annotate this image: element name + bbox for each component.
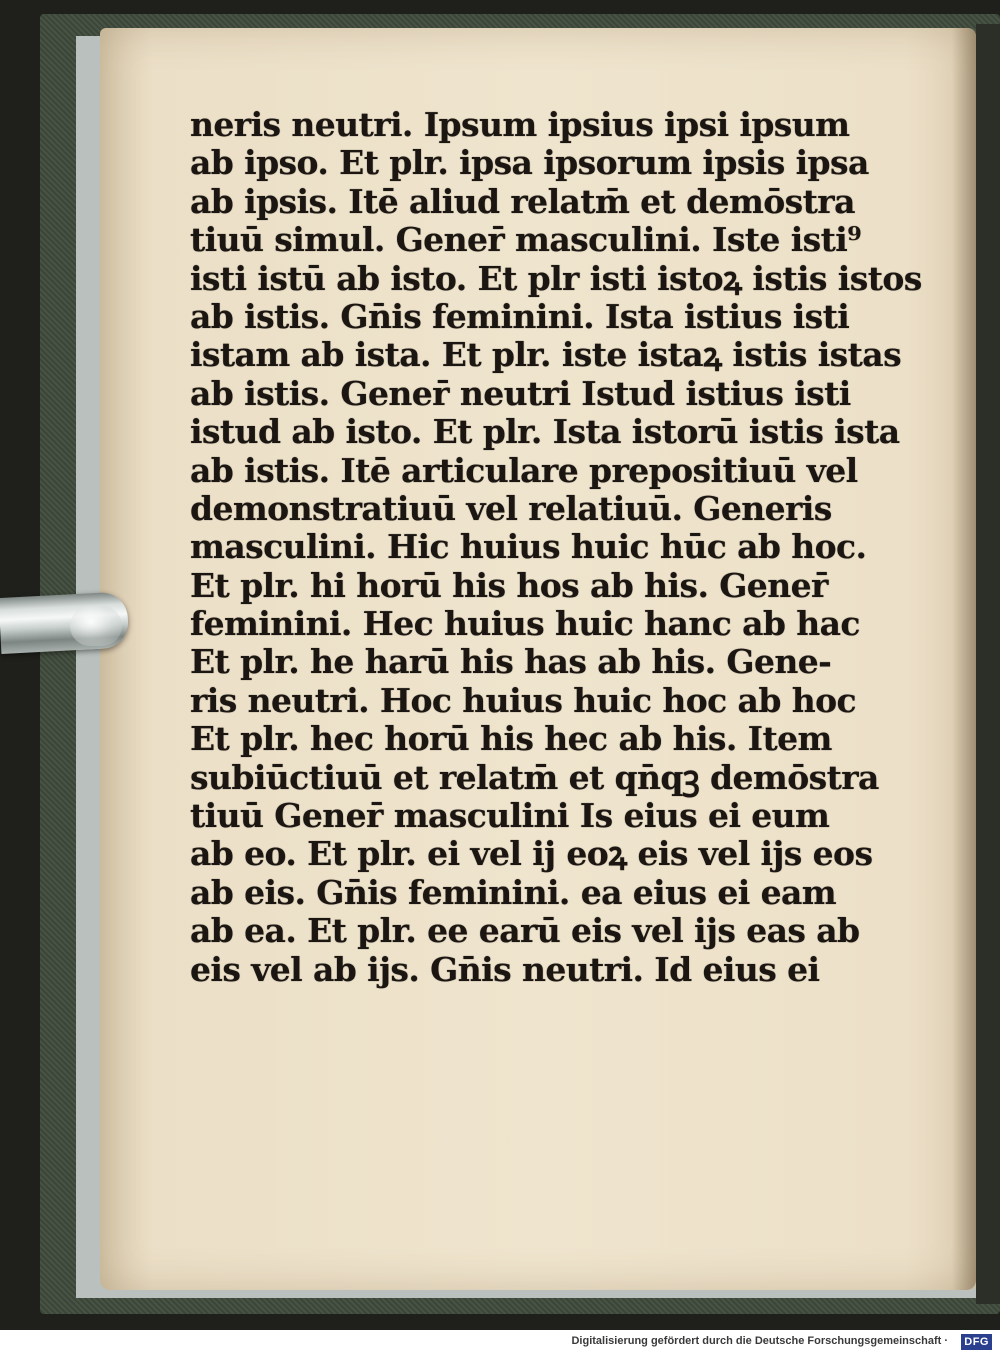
text-line: subiūctiuū et relatm̄ et qn̄qꝫ demōstra (190, 757, 879, 797)
text-line: masculini. Hic huius huic hūc ab hoc. (190, 527, 867, 567)
text-line: istam ab ista. Et plr. iste istaꝝ istis istas (190, 335, 902, 375)
page-gutter-shadow (952, 28, 976, 1290)
text-line: demonstratiuū vel relatiuū. Generis (190, 488, 832, 528)
text-line: Et plr. hec horū his hec ab his. Item (190, 719, 832, 759)
text-line: Et plr. he harū his has ab his. Gene- (190, 642, 832, 682)
text-line: eis vel ab ijs. Gn̄is neutri. Id eius ei (190, 949, 820, 989)
binding-strip (976, 24, 1000, 1304)
dfg-logo: DFG (961, 1334, 992, 1350)
text-line: ab ipsis. Itē aliud relatm̄ et demōstra (190, 181, 855, 221)
text-line: ab ipso. Et plr. ipsa ipsorum ipsis ipsa (190, 143, 869, 183)
text-line: ab eis. Gn̄is feminini. ea eius ei eam (190, 872, 837, 912)
text-line: tiuū simul. Gener̄ masculini. Iste isti⁹ (190, 220, 862, 260)
funding-credit: Digitalisierung gefördert durch die Deutsche Forschungsgemeinschaft · (571, 1335, 948, 1347)
text-line: ab ea. Et plr. ee earū eis vel ijs eas ab (190, 911, 860, 951)
text-line: feminini. Hec huius huic hanc ab hac (190, 604, 860, 644)
text-line: ris neutri. Hoc huius huic hoc ab hoc (190, 680, 856, 720)
footer-bar (0, 1330, 1000, 1356)
text-line: neris neutri. Ipsum ipsius ipsi ipsum (190, 105, 850, 144)
text-line: Et plr. hi horū his hos ab his. Gener̄ (190, 565, 828, 605)
page-text (190, 105, 922, 989)
text-line: isti istū ab isto. Et plr isti istoꝝ istis istos (190, 258, 922, 298)
text-line: ab istis. Gn̄is feminini. Ista istius isti (190, 296, 850, 336)
glass-page-weight-tip (70, 606, 122, 646)
text-line: ab istis. Itē articulare prepositiuū vel (190, 450, 858, 490)
text-line: ab eo. Et plr. ei vel ij eoꝝ eis vel ijs eos (190, 834, 873, 874)
text-line: tiuū Gener̄ masculini Is eius ei eum (190, 796, 830, 836)
text-line: ab istis. Gener̄ neutri Istud istius isti (190, 373, 851, 413)
text-line: istud ab isto. Et plr. Ista istorū istis ista (190, 412, 900, 452)
